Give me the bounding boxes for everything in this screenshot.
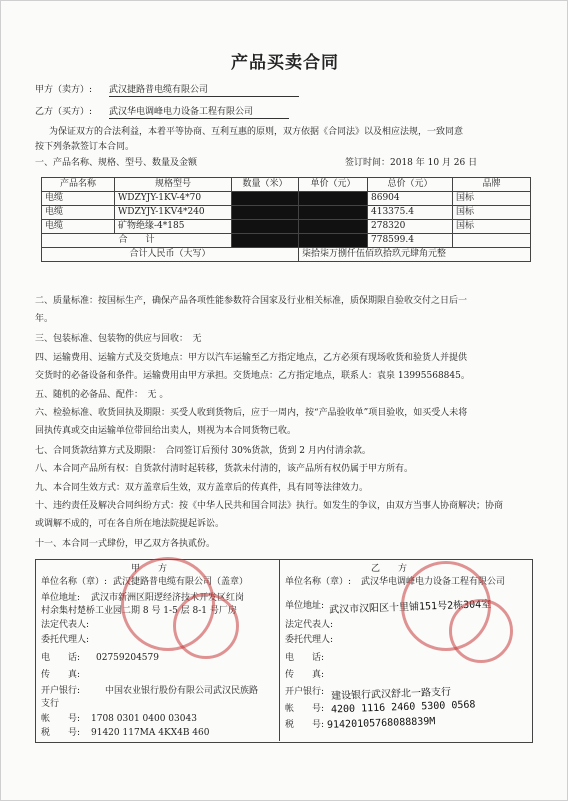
clause-4-cont: 交货时的必备设备和条件。运输费用由甲方承担。交货地点：乙方指定地点，联系人：袁泉 13995568845。 (35, 371, 470, 381)
sign-b-unit-label: 单位名称（章）: (285, 577, 352, 587)
sign-b-legal-label: 法定代表人: (285, 620, 334, 630)
clause-11: 十一、本合同一式肆份，甲乙双方各执贰份。 (35, 539, 216, 549)
clause-6-cont: 回执传真或交由运输单位带回给出卖人，则视为本合同货物已收。 (35, 426, 297, 436)
sign-b-addr-value: 武汉市汉阳区十里铺151号2栋304室 (328, 599, 492, 616)
cell-product: 电缆 (42, 220, 115, 234)
redacted-total-qty (232, 234, 299, 248)
sign-a-heading: 甲 方 (131, 564, 168, 574)
intro-line-2: 按下列条款签订本合同。 (35, 142, 135, 152)
cell-model: WDZYJY-1KV-4*70 (115, 192, 232, 206)
cell-model: WDZYJY-1KV4*240 (115, 206, 232, 220)
clause-4: 四、运输费用、运输方式及交货地点：甲方以汽车运输至乙方指定地点，乙方必须有现场收货和验货人并提供 (35, 353, 468, 363)
clause-2-cont: 年。 (35, 314, 54, 324)
cell-total: 278320 (368, 220, 453, 234)
cell-total: 86904 (368, 192, 453, 206)
redacted-unit-price (299, 206, 368, 220)
sign-a-bank-1: 中国农业银行股份有限公司武汉民族路 (105, 686, 259, 696)
document-title: 产品买卖合同 (231, 53, 339, 73)
sign-a-unit-value: 武汉捷路普电缆有限公司（盖章） (113, 577, 249, 587)
redacted-total-price (299, 234, 368, 248)
table-header-row (42, 178, 531, 192)
redacted-quantity (232, 220, 299, 234)
total-brand-empty (453, 234, 531, 248)
sign-a-addr-1: 武汉市新洲区阳逻经济技术开发区红岗 (91, 593, 245, 603)
sign-a-tax-value: 91420 117MA 4KX4B 460 (91, 728, 210, 738)
sign-b-addr-label: 单位地址: (285, 601, 325, 611)
sign-b-acct-value: 4200 1116 2460 5300 0568 (330, 699, 476, 716)
sign-b-acct-label: 帐 号: (285, 704, 325, 714)
total-label: 合 计 (42, 234, 232, 248)
table-rmb-row (42, 248, 531, 262)
sign-a-fax-label: 传 真: (41, 670, 81, 680)
header-cell: 规格型号 (115, 178, 232, 192)
redacted-unit-price (299, 220, 368, 234)
sign-b-tax-value: 91420105768088839M (326, 716, 436, 731)
redacted-unit-price (299, 192, 368, 206)
signing-date: 签订时间：2018 年 10 月 26 日 (345, 158, 478, 168)
sign-a-agent-label: 委托代理人: (41, 635, 90, 645)
clause-10: 十、违约责任及解决合同纠纷方式：按《中华人民共和国合同法》执行。如发生的争议，由双方当事人协商解决；协商 (35, 501, 504, 511)
cell-brand: 国标 (453, 192, 531, 206)
sign-a-tel-label: 电 话: (41, 653, 81, 663)
cell-brand: 国标 (453, 206, 531, 220)
clause-9: 九、本合同生效方式：双方盖章后生效，双方盖章后的传真件，具有同等法律效力。 (35, 483, 369, 493)
cell-product: 电缆 (42, 192, 115, 206)
header-cell: 单价（元） (299, 178, 368, 192)
sign-a-legal-label: 法定代表人: (41, 620, 90, 630)
sign-a-tax-label: 税 号: (41, 728, 81, 738)
header-cell: 数量（米） (232, 178, 299, 192)
redacted-quantity (232, 206, 299, 220)
sign-b-bank-value: 建设银行武汉舒北一路支行 (330, 686, 452, 703)
clause-2: 二、质量标准：按国标生产，确保产品各项性能参数符合国家及行业相关标准，质保期限自验收交付之日后一 (35, 296, 468, 306)
cell-product: 电缆 (42, 206, 115, 220)
sign-b-heading: 乙 方 (371, 564, 408, 574)
sign-b-tel-label: 电 话: (285, 653, 325, 663)
clause-3: 三、包装标准、包装物的供应与回收： 无 (35, 334, 202, 344)
clause-8: 八、本合同产品所有权：自货款付清时起转移，货款未付清的，该产品所有权仍属于甲方所有。 (35, 464, 414, 474)
rmb-label: 合计人民币（大写） (42, 248, 299, 262)
party-a-value: 武汉捷路普电缆有限公司 (109, 85, 299, 97)
cell-model: 矿物绝缘-4*185 (115, 220, 232, 234)
sign-a-tel-value: 02759204579 (96, 653, 159, 663)
sign-a-bank-label: 开户银行: (41, 686, 81, 696)
table-row (42, 220, 531, 234)
signature-divider (279, 559, 280, 741)
party-a-contract-seal (173, 593, 239, 659)
cell-brand: 国标 (453, 220, 531, 234)
sign-a-unit-label: 单位名称（章）: (41, 577, 108, 587)
intro-line-1: 为保证双方的合法利益，本着平等协商、互利互惠的原则，双方依据《合同法》以及相应法规，一致同意 (49, 127, 464, 137)
sign-b-fax-label: 传 真: (285, 670, 325, 680)
clause-7: 七、合同货款结算方式及期限： 合同签订后预付 30%货款，货到 2 月内付清余款。 (35, 446, 371, 456)
sign-b-agent-label: 委托代理人: (285, 635, 334, 645)
product-table (41, 177, 531, 262)
total-value: 778599.4 (368, 234, 453, 248)
sign-a-addr-2: 村余集村楚桥工业园二期 8 号 1-5 层 8-1 号厂房 (41, 606, 237, 616)
sign-b-tax-label: 税 号: (285, 720, 325, 730)
table-row (42, 192, 531, 206)
sign-a-bank-2: 支行 (41, 699, 60, 709)
clause-5: 五、随机的必备品、配件： 无 。 (35, 390, 169, 400)
cell-total: 413375.4 (368, 206, 453, 220)
sign-a-acct-label: 帐 号: (41, 714, 81, 724)
party-b-contract-seal (449, 599, 513, 663)
clause-6: 六、检验标准、收货回执及期限：买受人收到货物后，应于一周内，按“产品验收单”项目验收，如买受人未将 (35, 408, 468, 418)
party-b-value: 武汉华电调峰电力设备工程有限公司 (109, 107, 289, 119)
sign-b-unit-value: 武汉华电调峰电力设备工程有限公司 (361, 577, 506, 587)
header-cell: 总价（元） (368, 178, 453, 192)
clause-10-cont: 或调解不成的，可在各自所在地法院提起诉讼。 (35, 519, 225, 529)
header-cell: 产品名称 (42, 178, 115, 192)
sign-a-addr-label: 单位地址: (41, 593, 81, 603)
rmb-value: 柒拾柒万捌仟伍佰玖拾玖元肆角元整 (299, 248, 531, 262)
party-b-label: 乙方（买方）: (35, 107, 93, 117)
sign-a-acct-value: 1708 0301 0400 03043 (91, 714, 197, 724)
sign-b-bank-label: 开户银行: (285, 687, 325, 697)
table-total-row (42, 234, 531, 248)
section-1-label: 一、产品名称、规格、型号、数量及金额 (35, 158, 198, 168)
redacted-quantity (232, 192, 299, 206)
header-cell: 品牌 (453, 178, 531, 192)
party-a-label: 甲方（卖方）: (35, 85, 93, 95)
table-row (42, 206, 531, 220)
